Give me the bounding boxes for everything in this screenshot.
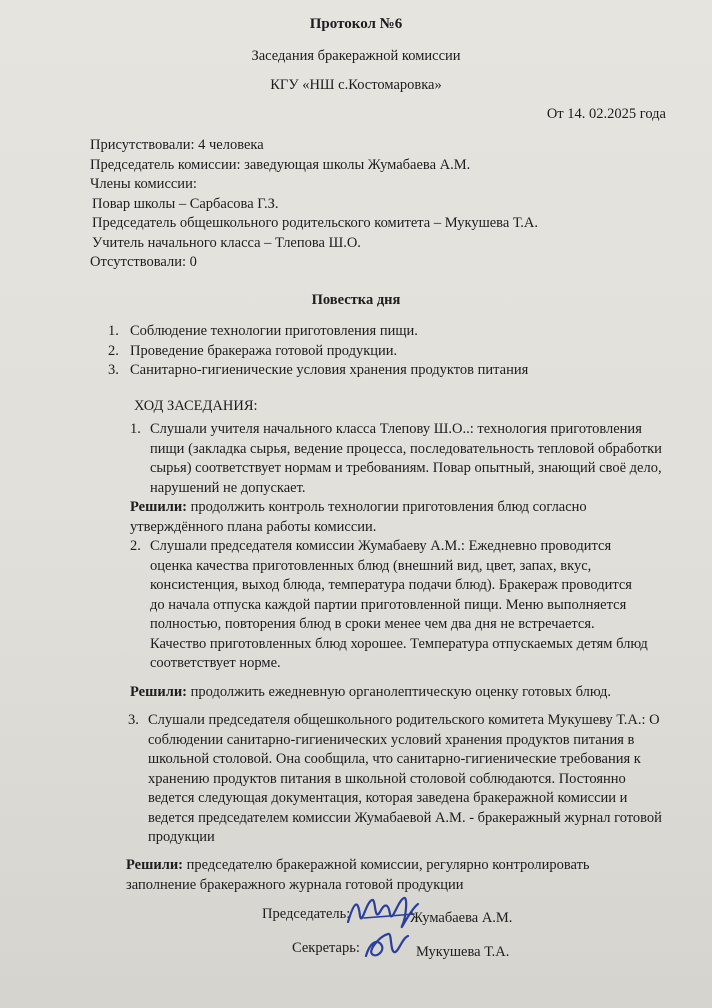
agenda-title: Повестка дня bbox=[311, 292, 401, 308]
chair-signature-label: Председатель: bbox=[262, 906, 351, 922]
members-label: Члены комиссии: bbox=[90, 176, 197, 192]
member-item: Повар школы – Сарбасова Г.З. bbox=[92, 195, 279, 212]
secretary-signature-label: Секретарь: bbox=[292, 940, 360, 956]
meeting-item-number: 1. bbox=[130, 421, 141, 437]
meeting-item-text: Слушали учителя начального класса Тлепову Ш.О..: технология приготовления пищи (закладка сырья, ведение процесса, последовательность тепловой обработки сырья) соответствует нормам и требованиям. Повар опытный, знающий своё дело, нарушений не допускает. bbox=[150, 421, 662, 496]
organization-name: КГУ «НШ с.Костомаровка» bbox=[270, 77, 442, 93]
attendance-block bbox=[90, 136, 538, 273]
meeting-item-number: 3. bbox=[128, 712, 139, 728]
meeting-item bbox=[130, 420, 670, 498]
document-title: Протокол №6 bbox=[309, 16, 403, 32]
decision-text: продолжить ежедневную органолептическую оценку готовых блюд. bbox=[187, 684, 611, 700]
agenda-item-text: Проведение бракеража готовой продукции. bbox=[130, 342, 398, 359]
agenda-item-text: Санитарно-гигиенические условия хранения продуктов питания bbox=[130, 362, 529, 378]
meeting-heading: ХОД ЗАСЕДАНИЯ: bbox=[134, 398, 258, 414]
chair-name: Жумабаева А.М. bbox=[410, 910, 513, 926]
meeting-item-text: Слушали председателя комиссии Жумабаеву А.М.: Ежедневно проводится оценка качества приготовленных блюд (внешний вид, цвет, запах, вкус, консистенция, выход блюда, температура подачи блюд). Бракераж проводится до начала отпуска каждой партии приготовленной пищи. Меню выполняется полностью, повторения блюд в сроки менее чем два дня не встречается. Качество приготовленных блюд хорошее. Температура отпускаемых детям блюд соответствует норме. bbox=[150, 538, 648, 671]
agenda-item-number: 3. bbox=[108, 362, 119, 378]
secretary-signature-image bbox=[362, 928, 414, 964]
commission-chair: Председатель комиссии: заведующая школы Жумабаева А.М. bbox=[90, 156, 471, 173]
agenda-item-number: 1. bbox=[108, 323, 119, 339]
agenda-item bbox=[108, 361, 528, 381]
decision-label: Решили: bbox=[130, 684, 188, 700]
absent-count: Отсутствовали: 0 bbox=[90, 254, 197, 270]
decision-text: председателю бракеражной комиссии, регулярно контролировать заполнение бракеражного журнала готовой продукции bbox=[126, 857, 590, 893]
document-date: От 14. 02.2025 года bbox=[546, 106, 666, 122]
agenda-item-number: 2. bbox=[108, 342, 119, 359]
meeting-item-text: Слушали председателя общешкольного родительского комитета Мукушеву Т.А.: О соблюдении санитарно-гигиенических условий хранения продуктов питания в школьной столовой. Она сообщила, что санитарно-гигиенические требования к хранению продуктов питания в школьной столовой соблюдаются. Постоянно ведется следующая документация, которая заведена бракеражной комиссии и ведется председателем комиссии Жумабаевой А.М. - бракеражный журнал готовой продукции bbox=[148, 712, 662, 845]
decision-block bbox=[130, 683, 670, 703]
meeting-item-number: 2. bbox=[130, 538, 141, 554]
meeting-item bbox=[128, 711, 668, 848]
member-item: Учитель начального класса – Тлепова Ш.О. bbox=[92, 234, 361, 251]
decision-label: Решили: bbox=[126, 857, 184, 873]
agenda-list bbox=[108, 322, 528, 381]
agenda-item-text: Соблюдение технологии приготовления пищи. bbox=[130, 323, 418, 339]
present-count: Присутствовали: 4 человека bbox=[90, 137, 264, 153]
secretary-name: Мукушева Т.А. bbox=[416, 944, 510, 960]
decision-block bbox=[130, 498, 650, 537]
agenda-item bbox=[108, 342, 528, 362]
decision-text: продолжить контроль технологии приготовления блюд согласно утверждённого плана работы комиссии. bbox=[130, 499, 587, 535]
decision-block bbox=[126, 856, 626, 895]
member-item: Председатель общешкольного родительского комитета – Мукушева Т.А. bbox=[92, 215, 539, 231]
document-subtitle: Заседания бракеражной комиссии bbox=[251, 48, 461, 64]
meeting-item bbox=[130, 537, 650, 674]
agenda-item bbox=[108, 322, 528, 342]
decision-label: Решили: bbox=[130, 499, 188, 515]
